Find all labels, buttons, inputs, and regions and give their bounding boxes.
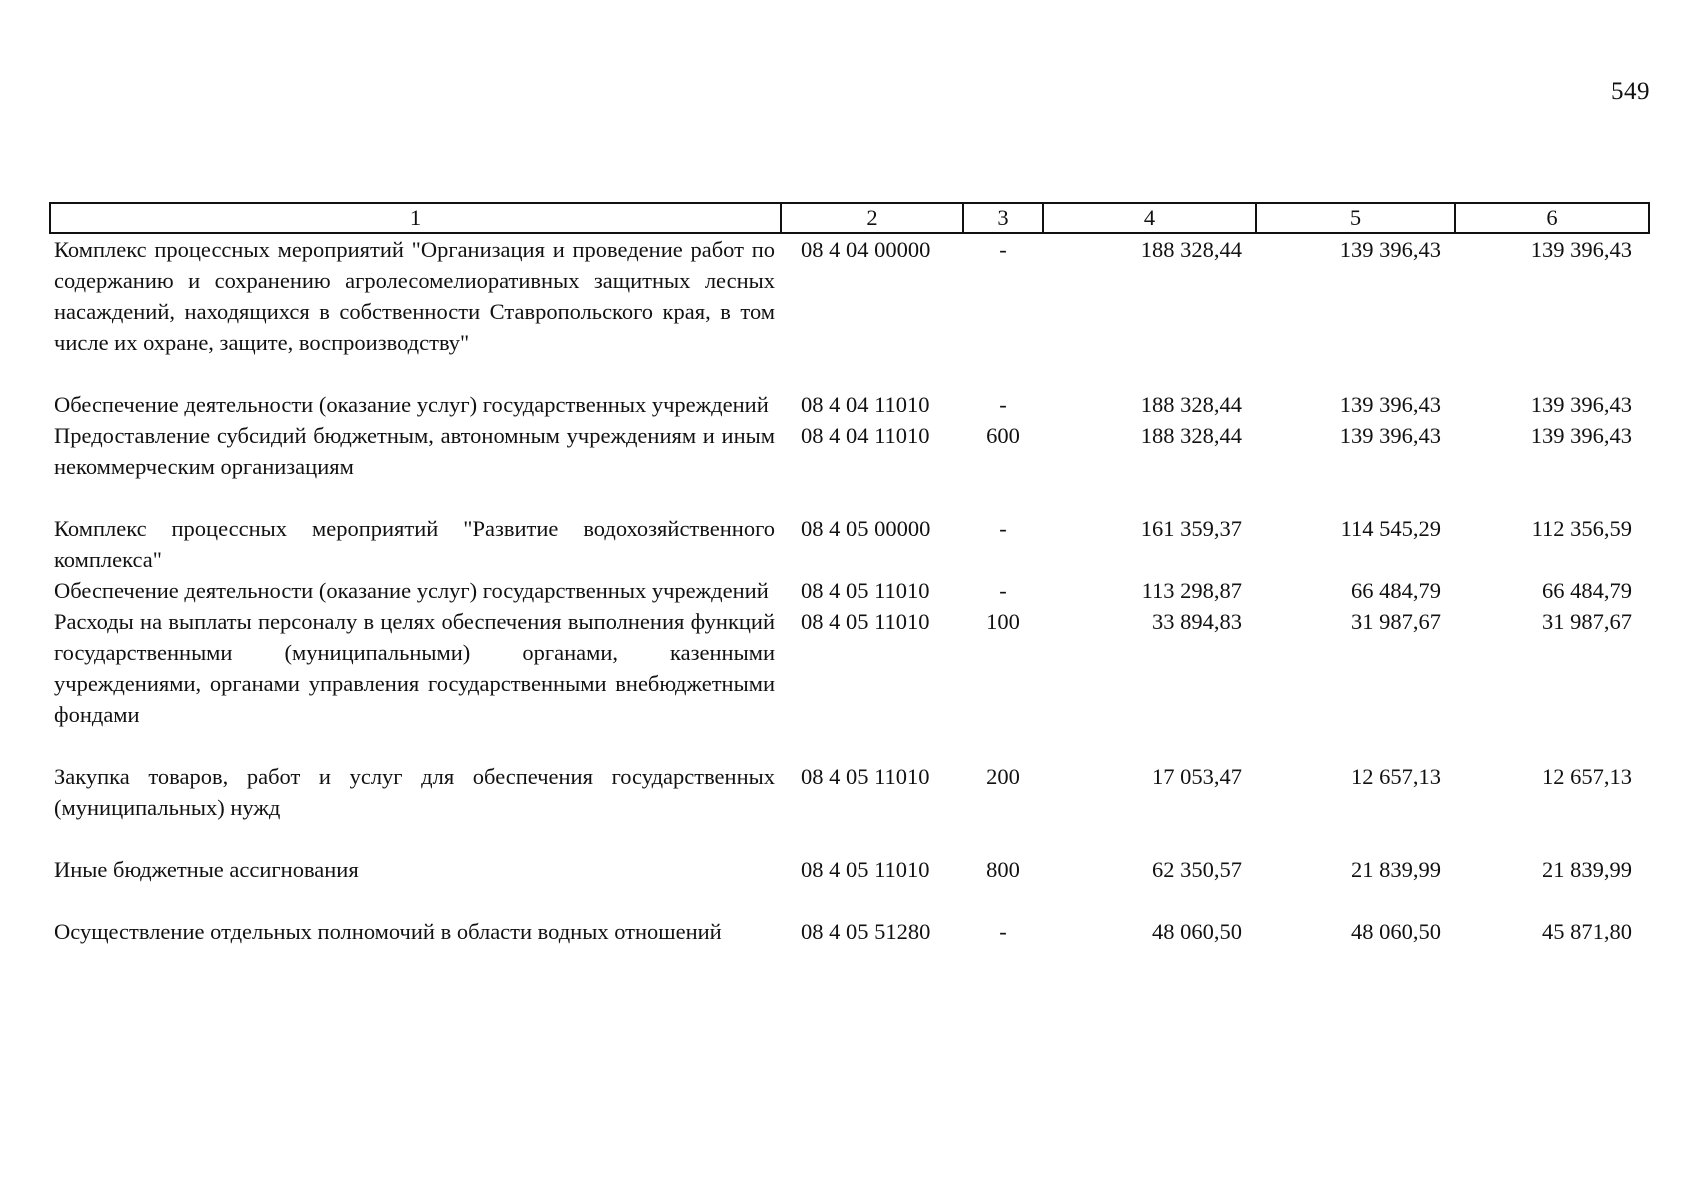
- table-row: [50, 513, 1649, 575]
- row-value-5: 31 987,67: [1351, 609, 1441, 634]
- row-name: Иные бюджетные ассигнования: [54, 857, 359, 882]
- row-value-4: 62 350,57: [1152, 857, 1242, 882]
- row-code: 08 4 04 00000: [801, 237, 931, 262]
- row-type: -: [999, 578, 1007, 603]
- row-value-6: 112 356,59: [1531, 516, 1632, 541]
- row-value-6: 139 396,43: [1530, 237, 1632, 262]
- row-code: 08 4 05 11010: [801, 578, 930, 603]
- row-name: Обеспечение деятельности (оказание услуг) государственных учреждений: [54, 392, 769, 417]
- column-header-5: 5: [1256, 203, 1455, 233]
- row-value-4: 188 328,44: [1140, 237, 1242, 262]
- table-row: [50, 854, 1649, 916]
- row-code: 08 4 05 51280: [801, 919, 931, 944]
- row-value-6: 139 396,43: [1530, 423, 1632, 448]
- row-value-4: 188 328,44: [1140, 392, 1242, 417]
- column-header-4: 4: [1043, 203, 1256, 233]
- row-name: Расходы на выплаты персоналу в целях обеспечения выполнения функций государственными (муниципальными) органами, казенными учреждениями, органами управления государственными внебюджетными фондами: [54, 609, 775, 727]
- column-header-1: 1: [50, 203, 781, 233]
- row-name: Обеспечение деятельности (оказание услуг) государственных учреждений: [54, 578, 769, 603]
- row-value-4: 188 328,44: [1140, 423, 1242, 448]
- table-row: [50, 420, 1649, 513]
- table-row: [50, 575, 1649, 606]
- row-code: 08 4 05 11010: [801, 857, 930, 882]
- row-value-6: 139 396,43: [1530, 392, 1632, 417]
- row-value-6: 21 839,99: [1542, 857, 1632, 882]
- row-name: Закупка товаров, работ и услуг для обеспечения государственных (муниципальных) нужд: [54, 764, 775, 820]
- row-value-5: 139 396,43: [1339, 237, 1441, 262]
- row-code: 08 4 04 11010: [801, 423, 930, 448]
- table-header: [50, 203, 1649, 233]
- page-number: 549: [1611, 78, 1650, 105]
- table-row: [50, 389, 1649, 420]
- row-type: -: [999, 919, 1007, 944]
- row-type: 600: [986, 423, 1020, 448]
- row-value-4: 113 298,87: [1141, 578, 1242, 603]
- row-value-5: 12 657,13: [1351, 764, 1441, 789]
- table-row: [50, 233, 1649, 389]
- column-header-3: 3: [963, 203, 1043, 233]
- row-value-4: 17 053,47: [1152, 764, 1242, 789]
- row-code: 08 4 05 11010: [801, 764, 930, 789]
- column-header-2: 2: [781, 203, 963, 233]
- row-code: 08 4 05 11010: [801, 609, 930, 634]
- row-value-5: 21 839,99: [1351, 857, 1441, 882]
- row-type: -: [999, 516, 1007, 541]
- budget-table: [49, 202, 1650, 947]
- row-value-4: 161 359,37: [1140, 516, 1242, 541]
- table-body: [50, 233, 1649, 947]
- row-type: 200: [986, 764, 1020, 789]
- row-value-5: 114 545,29: [1340, 516, 1441, 541]
- row-name: Осуществление отдельных полномочий в области водных отношений: [54, 919, 722, 944]
- row-value-6: 45 871,80: [1542, 919, 1632, 944]
- row-value-5: 66 484,79: [1351, 578, 1441, 603]
- row-code: 08 4 04 11010: [801, 392, 930, 417]
- row-name: Предоставление субсидий бюджетным, автономным учреждениям и иным некоммерческим организациям: [54, 423, 775, 479]
- row-name: Комплекс процессных мероприятий "Развитие водохозяйственного комплекса": [54, 516, 775, 572]
- table-row: [50, 606, 1649, 761]
- row-value-6: 31 987,67: [1542, 609, 1632, 634]
- row-value-6: 12 657,13: [1542, 764, 1632, 789]
- row-value-5: 48 060,50: [1351, 919, 1441, 944]
- row-type: -: [999, 237, 1007, 262]
- column-header-6: 6: [1455, 203, 1649, 233]
- row-type: 800: [986, 857, 1020, 882]
- row-type: 100: [986, 609, 1020, 634]
- row-value-5: 139 396,43: [1339, 392, 1441, 417]
- table-row: [50, 916, 1649, 947]
- table-row: [50, 761, 1649, 854]
- row-value-4: 33 894,83: [1152, 609, 1242, 634]
- row-name: Комплекс процессных мероприятий "Организация и проведение работ по содержанию и сохранению агролесомелиоративных защитных лесных насаждений, находящихся в собственности Ставропольского края, в том числе их охране, защите, воспроизводству": [54, 237, 775, 355]
- row-code: 08 4 05 00000: [801, 516, 931, 541]
- row-value-4: 48 060,50: [1152, 919, 1242, 944]
- row-value-5: 139 396,43: [1339, 423, 1441, 448]
- row-type: -: [999, 392, 1007, 417]
- row-value-6: 66 484,79: [1542, 578, 1632, 603]
